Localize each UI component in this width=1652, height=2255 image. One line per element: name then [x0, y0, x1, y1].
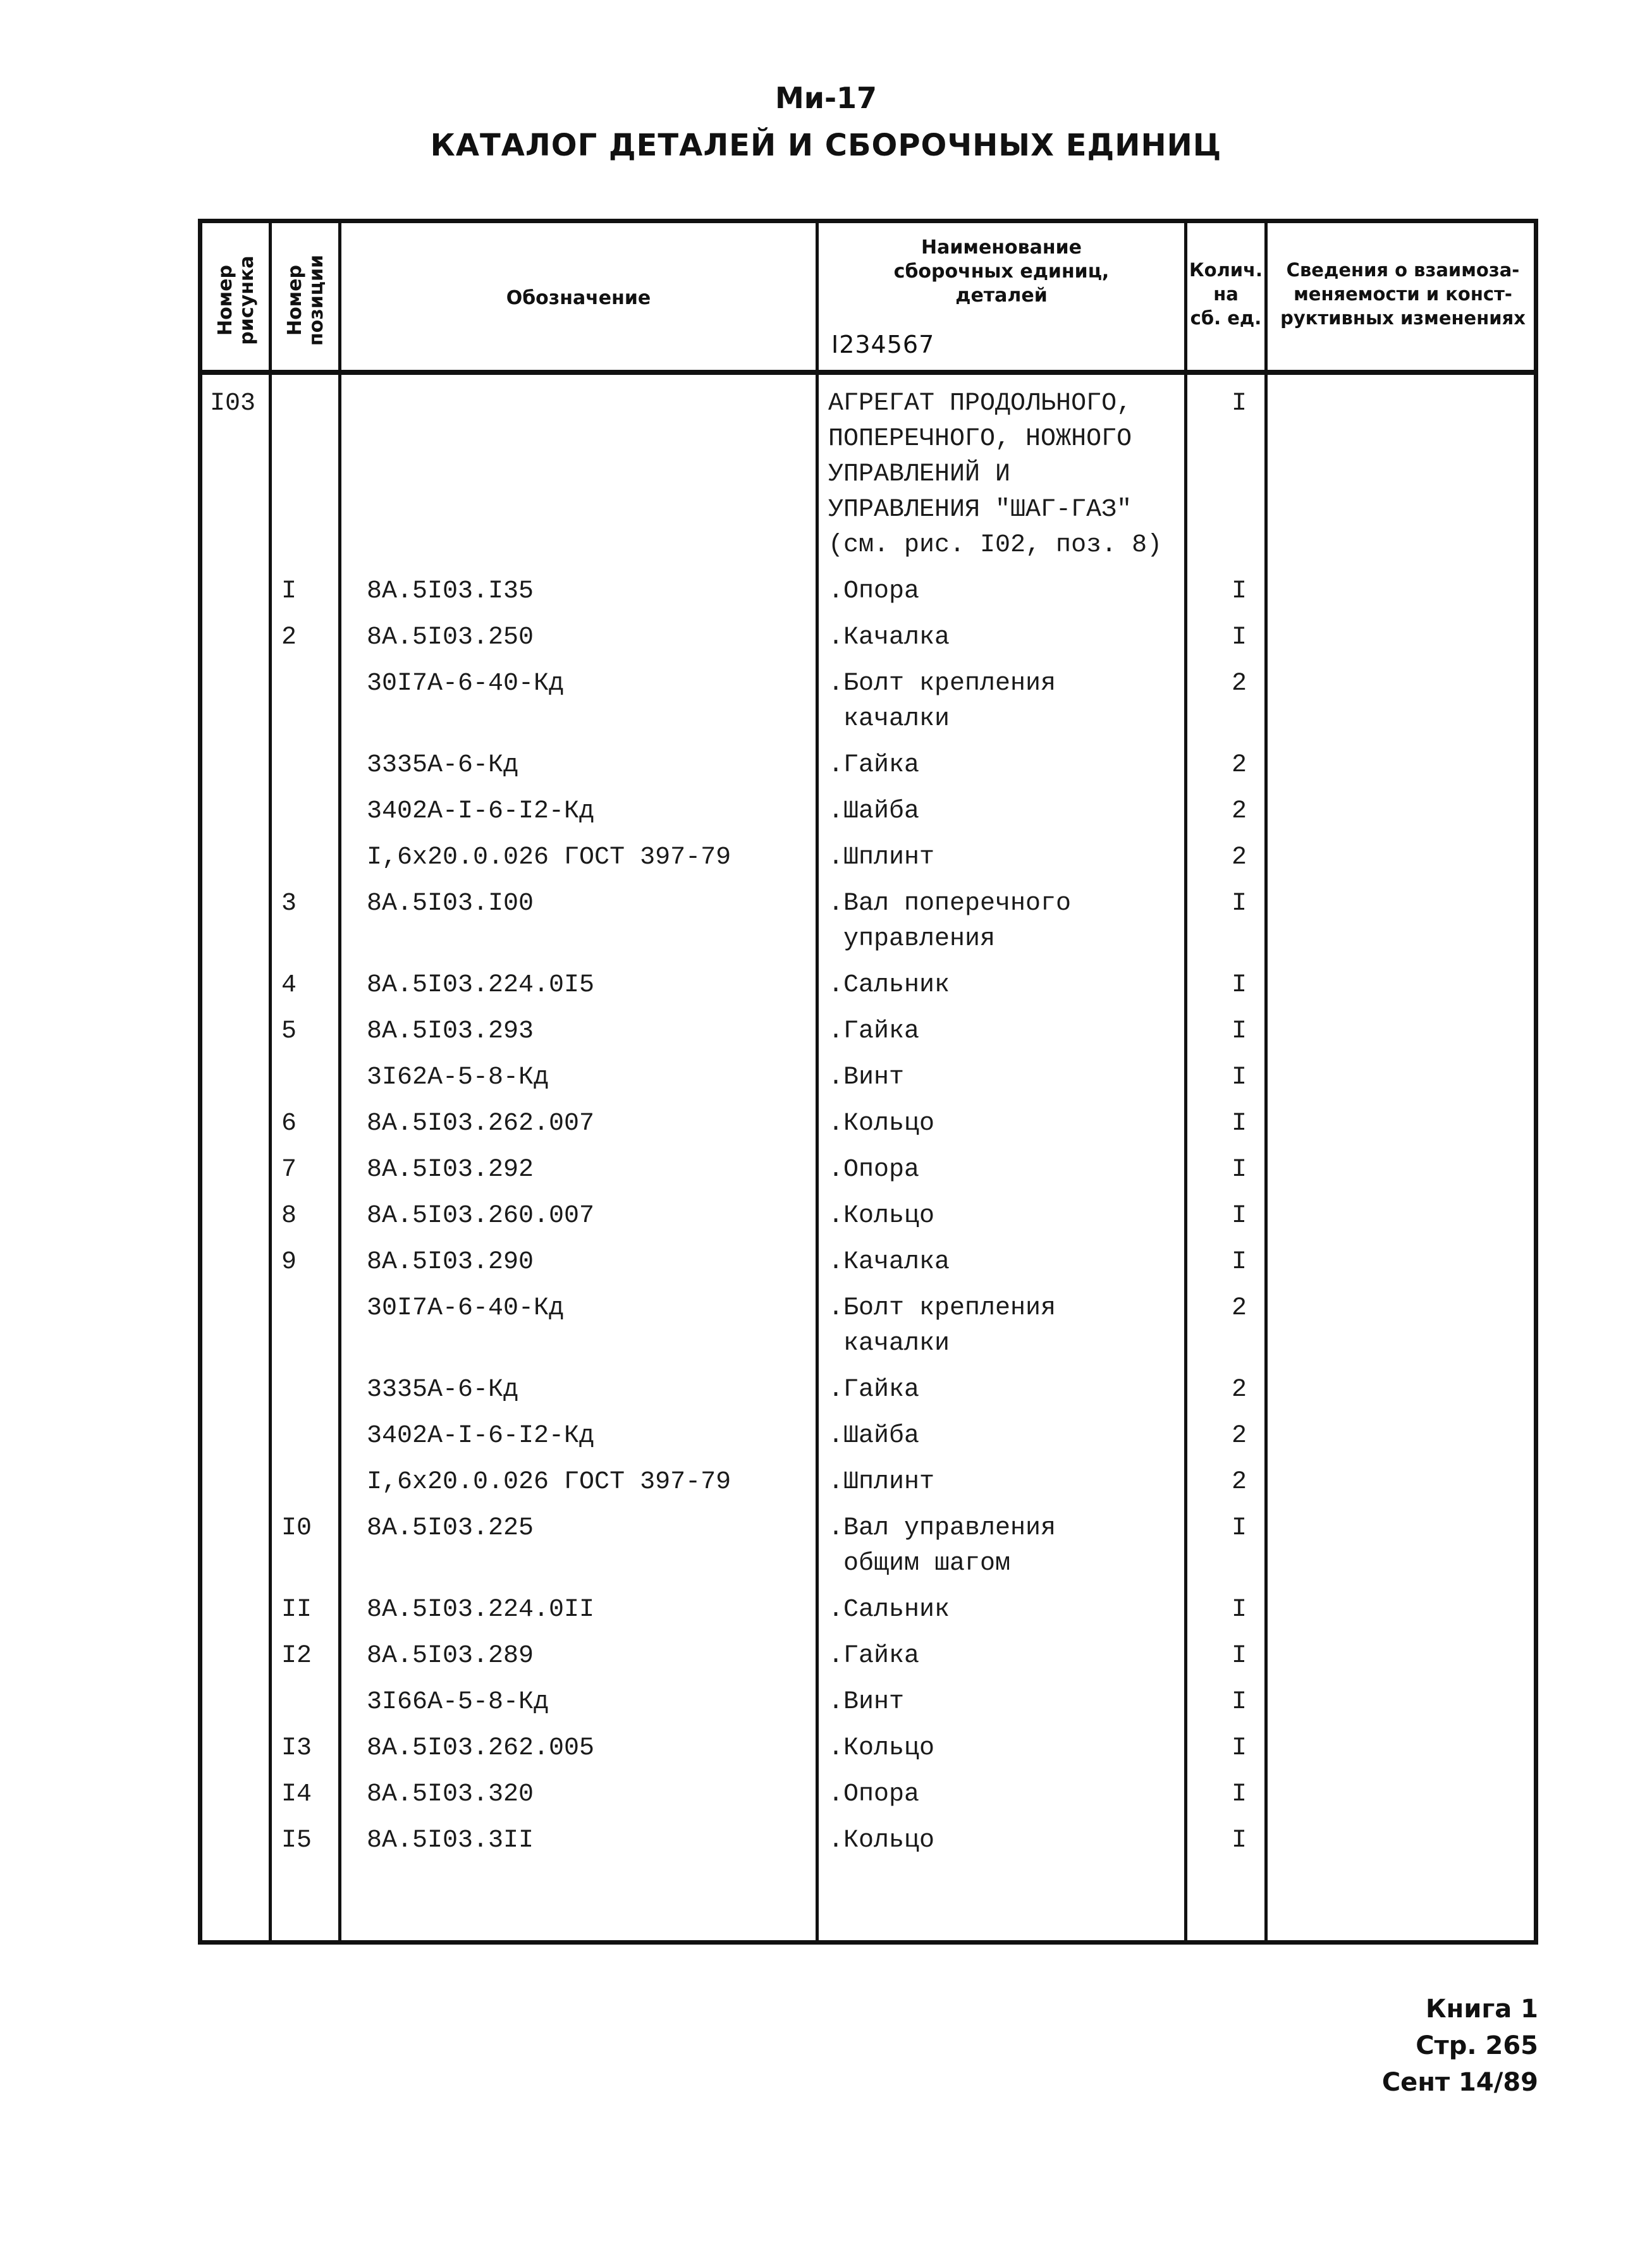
cell-name: .Вал поперечного управления — [828, 889, 1072, 953]
footer-date: Сент 14/89 — [1381, 2068, 1538, 2097]
cell-designation: 3I62А-5-8-Кд — [367, 1063, 549, 1092]
cell-qty: 2 — [1231, 669, 1247, 698]
cell-pos-number: I3 — [281, 1734, 312, 1763]
table-row — [202, 1766, 1534, 1812]
cell-pos-number: 8 — [281, 1202, 297, 1230]
cell-pos-number: 4 — [281, 971, 297, 999]
cell-qty: I — [1231, 1156, 1247, 1184]
cell-qty: I — [1231, 577, 1247, 606]
header-separator — [202, 370, 1534, 375]
cell-name: .Опора — [828, 1156, 920, 1184]
cell-name: .Гайка — [828, 1642, 920, 1670]
table-row — [202, 1361, 1534, 1407]
cell-pos-number: 5 — [281, 1017, 297, 1046]
cell-designation: 3402А-I-6-I2-Кд — [367, 797, 595, 826]
cell-qty: 2 — [1231, 843, 1247, 872]
cell-pos-number: I0 — [281, 1514, 312, 1543]
table-row — [202, 1141, 1534, 1187]
cell-designation: 3335А-6-Кд — [367, 751, 519, 779]
cell-pos-number: 9 — [281, 1248, 297, 1276]
cell-name: .Кольцо — [828, 1109, 935, 1138]
cell-qty: I — [1231, 1017, 1247, 1046]
cell-name: .Винт — [828, 1063, 905, 1092]
cell-name: .Качалка — [828, 1248, 950, 1276]
table-row — [202, 609, 1534, 655]
cell-qty: I — [1231, 1642, 1247, 1670]
cell-designation: 8А.5I03.224.0I5 — [367, 971, 595, 999]
cell-name: .Шайба — [828, 797, 920, 826]
cell-name: .Гайка — [828, 1376, 920, 1404]
table-row — [202, 1003, 1534, 1049]
cell-pos-number: 7 — [281, 1156, 297, 1184]
table-row — [202, 1095, 1534, 1141]
document-model: Ми-17 — [774, 81, 878, 115]
table-row — [202, 956, 1534, 1003]
header-name: Наименование сборочных единиц, деталей — [893, 236, 1110, 307]
cell-designation: I,6x20.0.026 ГОСТ 397-79 — [367, 843, 731, 872]
table-row — [202, 1187, 1534, 1233]
header-interchange: Сведения о взаимоза- меняемости и конст- руктивных изменениях — [1280, 259, 1526, 329]
footer-book: Книга 1 — [1425, 1995, 1538, 2024]
cell-name: .Опора — [828, 577, 920, 606]
table-row — [202, 875, 1534, 956]
cell-name: .Шплинт — [828, 843, 935, 872]
cell-qty: I — [1231, 1780, 1247, 1809]
cell-pos-number: I4 — [281, 1780, 312, 1809]
cell-pos-number: I5 — [281, 1826, 312, 1855]
cell-name: .Шплинт — [828, 1468, 935, 1496]
cell-qty: I — [1231, 1826, 1247, 1855]
cell-pos-number: 2 — [281, 623, 297, 652]
cell-qty: I — [1231, 1109, 1247, 1138]
cell-designation: 8А.5I03.293 — [367, 1017, 534, 1046]
cell-designation: 8А.5I03.320 — [367, 1780, 534, 1809]
cell-qty: I — [1231, 1734, 1247, 1763]
document-title: КАТАЛОГ ДЕТАЛЕЙ И СБОРОЧНЫХ ЕДИНИЦ — [430, 128, 1222, 163]
cell-name: .Винт — [828, 1688, 905, 1716]
header-designation: Обозначение — [506, 287, 651, 309]
footer-page: Стр. 265 — [1416, 2031, 1538, 2060]
cell-qty: I — [1231, 1063, 1247, 1092]
cell-designation: 8А.5I03.262.005 — [367, 1734, 595, 1763]
cell-designation: 3I66А-5-8-Кд — [367, 1688, 549, 1716]
cell-name: АГРЕГАТ ПРОДОЛЬНОГО, ПОПЕРЕЧНОГО, НОЖНОГО УПРАВЛЕНИЙ И УПРАВЛЕНИЯ "ШАГ-ГАЗ" (см. рис. I02, поз. 8) — [828, 389, 1163, 559]
table-row — [202, 1407, 1534, 1453]
cell-name: .Сальник — [828, 971, 950, 999]
cell-pos-number: I2 — [281, 1642, 312, 1670]
cell-qty: I — [1231, 623, 1247, 652]
cell-designation: I,6x20.0.026 ГОСТ 397-79 — [367, 1468, 731, 1496]
cell-designation: 3402А-I-6-I2-Кд — [367, 1422, 595, 1450]
cell-fig-number: I03 — [210, 389, 256, 418]
cell-pos-number: 3 — [281, 889, 297, 918]
cell-qty: 2 — [1231, 1376, 1247, 1404]
cell-designation: 3335А-6-Кд — [367, 1376, 519, 1404]
table-row — [202, 1280, 1534, 1361]
table-row — [202, 1673, 1534, 1720]
table-row — [202, 563, 1534, 609]
cell-name: .Качалка — [828, 623, 950, 652]
table-row — [202, 783, 1534, 829]
cell-qty: I — [1231, 1248, 1247, 1276]
cell-qty: I — [1231, 889, 1247, 918]
cell-pos-number: II — [281, 1596, 312, 1624]
table-row — [202, 375, 1534, 563]
cell-qty: 2 — [1231, 797, 1247, 826]
table-row — [202, 1453, 1534, 1500]
cell-qty: I — [1231, 1514, 1247, 1543]
cell-qty: 2 — [1231, 751, 1247, 779]
table-row — [202, 829, 1534, 875]
cell-designation: 8А.5I03.3II — [367, 1826, 534, 1855]
cell-qty: 2 — [1231, 1468, 1247, 1496]
cell-name: .Вал управления общим шагом — [828, 1514, 1056, 1578]
cell-qty: 2 — [1231, 1422, 1247, 1450]
cell-designation: 8А.5I03.260.007 — [367, 1202, 595, 1230]
cell-qty: I — [1231, 1688, 1247, 1716]
cell-pos-number: 6 — [281, 1109, 297, 1138]
header-qty: Колич. на сб. ед. — [1189, 259, 1263, 329]
cell-name: .Кольцо — [828, 1826, 935, 1855]
table-row — [202, 1500, 1534, 1581]
table-row — [202, 655, 1534, 736]
cell-qty: 2 — [1231, 1294, 1247, 1323]
cell-designation: 8А.5I03.292 — [367, 1156, 534, 1184]
cell-name: .Шайба — [828, 1422, 920, 1450]
table-row — [202, 1233, 1534, 1280]
cell-qty: I — [1231, 1202, 1247, 1230]
cell-designation: 8А.5I03.250 — [367, 623, 534, 652]
parts-table — [198, 219, 1538, 1945]
cell-qty: I — [1231, 971, 1247, 999]
cell-qty: I — [1231, 389, 1247, 418]
cell-designation: 8А.5I03.I00 — [367, 889, 534, 918]
header-pos-number: Номер позиции — [284, 254, 327, 346]
cell-designation: 8А.5I03.290 — [367, 1248, 534, 1276]
table-body — [202, 375, 1534, 1858]
cell-name: .Сальник — [828, 1596, 950, 1624]
cell-name: .Гайка — [828, 1017, 920, 1046]
cell-designation: 8А.5I03.224.0II — [367, 1596, 595, 1624]
table-row — [202, 1049, 1534, 1095]
cell-designation: 8А.5I03.289 — [367, 1642, 534, 1670]
cell-designation: 8А.5I03.262.007 — [367, 1109, 595, 1138]
cell-designation: 8А.5I03.225 — [367, 1514, 534, 1543]
table-row — [202, 1720, 1534, 1766]
cell-designation: 30I7А-6-40-Кд — [367, 669, 565, 698]
table-row — [202, 1627, 1534, 1673]
cell-designation: 8А.5I03.I35 — [367, 577, 534, 606]
table-row — [202, 1812, 1534, 1858]
cell-name: .Кольцо — [828, 1202, 935, 1230]
header-name-code: I234567 — [831, 331, 935, 358]
table-row — [202, 736, 1534, 783]
cell-name: .Опора — [828, 1780, 920, 1809]
header-fig-number: Номер рисунка — [214, 255, 258, 345]
cell-name: .Болт крепления качалки — [828, 669, 1056, 733]
cell-qty: I — [1231, 1596, 1247, 1624]
cell-name: .Болт крепления качалки — [828, 1294, 1056, 1358]
cell-designation: 30I7А-6-40-Кд — [367, 1294, 565, 1323]
cell-name: .Гайка — [828, 751, 920, 779]
table-row — [202, 1581, 1534, 1627]
cell-name: .Кольцо — [828, 1734, 935, 1763]
cell-pos-number: I — [281, 577, 297, 606]
